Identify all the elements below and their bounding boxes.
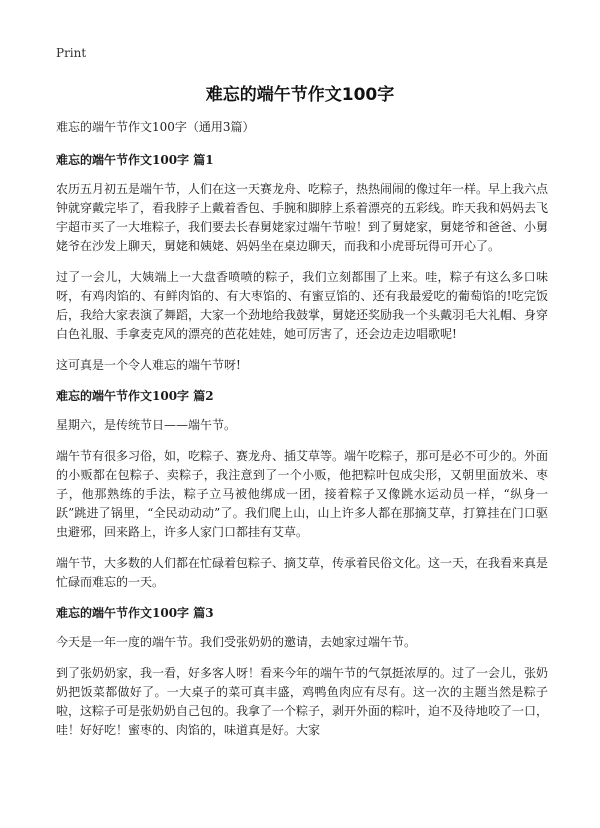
section-heading: 难忘的端午节作文100字 篇2 xyxy=(56,389,214,403)
paragraph: 到了张奶奶家，我一看，好多客人呀！看来今年的端午节的气氛挺浓厚的。过了一会儿，张奶奶把饭菜都做好了。一大桌子的菜可真丰盛，鸡鸭鱼肉应有尽有。这一次的主题当然是粽子啦，这粽子可是张奶奶自己包的。我拿了一个粽子，剥开外面的粽叶，迫不及待地咬了一口，哇！好好吃！蜜枣的、肉馅的，味道真是好。大家 xyxy=(56,666,549,737)
paragraph: 端午节有很多习俗，如，吃粽子、赛龙舟、插艾草等。端午吃粽子，那可是必不可少的。外面的小贩都在包粽子、卖粽子，我注意到了一个小贩，他把粽叶包成尖形，又朝里面放米、枣子，他那熟练的手法，粽子立马被他绑成一团，接着粽子又像跳水运动员一样，“纵身一跃”跳进了锅里，“全民动动动”了。我们爬上山，山上许多人都在那摘艾草，打算挂在门口驱虫避邪，回来路上，许多人家门口都挂有艾草。 xyxy=(56,449,549,539)
essay-section-3 xyxy=(56,604,548,740)
print-link[interactable]: Print xyxy=(56,46,87,60)
article-subtitle: 难忘的端午节作文100字（通用3篇） xyxy=(56,120,255,134)
essay-section-2 xyxy=(56,387,548,592)
paragraph: 今天是一年一度的端午节。我们受张奶奶的邀请，去她家过端午节。 xyxy=(56,635,417,649)
paragraph: 这可真是一个令人难忘的端午节呀! xyxy=(56,358,241,372)
paragraph: 端午节，大多数的人们都在忙碌着包粽子、摘艾草，传承着民俗文化。这一天，在我看来真是忙碌而难忘的一天。 xyxy=(56,556,549,589)
article-body xyxy=(56,118,548,752)
section-heading: 难忘的端午节作文100字 篇1 xyxy=(56,153,214,167)
paragraph: 星期六，是传统节日——端午节。 xyxy=(56,418,237,432)
paragraph: 农历五月初五是端午节，人们在这一天赛龙舟、吃粽子，热热闹闹的像过年一样。早上我六点钟就穿戴完毕了，看我脖子上戴着香包、手腕和脚脖上系着漂亮的五彩线。昨天我和妈妈去飞宇超市买了一大堆粽子，我们要去长春舅姥家过端午节啦！到了舅姥家，舅姥爷和爸爸、小舅姥爷在沙发上聊天，舅姥和姨姥、妈妈坐在桌边聊天，而我和小虎哥玩得可开心了。 xyxy=(56,182,549,253)
section-heading: 难忘的端午节作文100字 篇3 xyxy=(56,606,214,620)
page-title: 难忘的端午节作文100字 xyxy=(205,85,395,105)
paragraph: 过了一会儿，大姨端上一大盘香喷喷的粽子，我们立刻都围了上来。哇，粽子有这么多口味呀，有鸡肉馅的、有鲜肉馅的、有大枣馅的、有蜜豆馅的、还有我最爱吃的葡萄馅的!吃完饭后，我给大家表演了舞蹈，大家一个劲地给我鼓掌，舅姥还奖励我一个头戴羽毛大礼帽、身穿白色礼服、手拿麦克风的漂亮的芭花娃娃，她可厉害了，还会边走边唱歌呢! xyxy=(56,270,549,341)
essay-section-1 xyxy=(56,151,548,375)
